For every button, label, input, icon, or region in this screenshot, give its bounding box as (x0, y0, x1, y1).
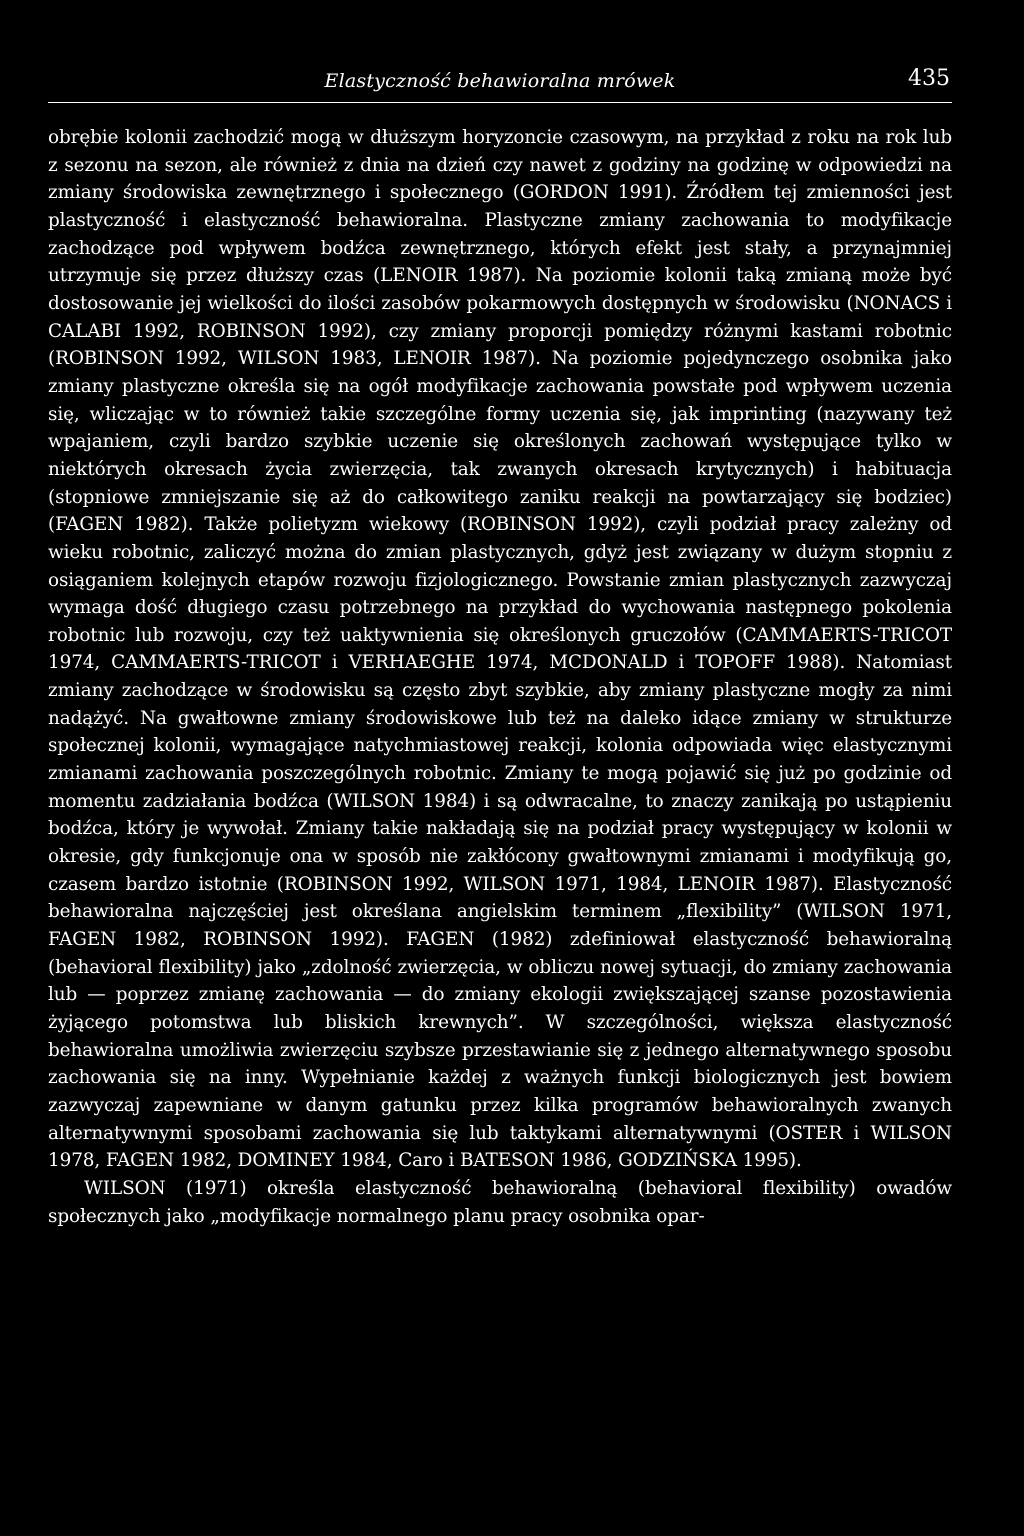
page-number: 435 (908, 66, 950, 91)
header-rule (48, 102, 952, 103)
page-header (48, 66, 952, 102)
paragraph-2: WILSON (1971) określa elastyczność behawioralną (behavioral flexibility) owadów społecznych jako „modyfikacje normalnego planu pracy osobnika opar- (48, 1177, 952, 1227)
body-text (48, 124, 952, 1230)
running-title: Elastyczność behawioralna mrówek (324, 70, 676, 92)
paragraph-1: obrębie kolonii zachodzić mogą w dłuższym horyzoncie czasowym, na przykład z roku na rok lub z sezonu na sezon, ale również z dnia na dzień czy nawet z godziny na godzinę w odpowiedzi na zmiany środowiska zewnętrznego i społecznego (GORDON 1991). Źródłem tej zmienności jest plastyczność i elastyczność behawioralna. Plastyczne zmiany zachowania to modyfikacje zachodzące pod wpływem bodźca zewnętrznego, których efekt jest stały, a przynajmniej utrzymuje się przez dłuższy czas (LENOIR 1987). Na poziomie kolonii taką zmianą może być dostosowanie jej wielkości do ilości zasobów pokarmowych dostępnych w środowisku (NONACS i CALABI 1992, ROBINSON 1992), czy zmiany proporcji pomiędzy różnymi kastami robotnic (ROBINSON 1992, WILSON 1983, LENOIR 1987). Na poziomie pojedynczego osobnika jako zmiany plastyczne określa się na ogół modyfikacje zachowania powstałe pod wpływem uczenia się, wliczając w to również takie szczególne formy uczenia się, jak imprinting (nazywany też wpajaniem, czyli bardzo szybkie uczenie się określonych zachowań występujące tylko w niektórych okresach życia zwierzęcia, tak zwanych okresach krytycznych) i habituacja (stopniowe zmniejszanie się aż do całkowitego zaniku reakcji na powtarzający się bodziec) (FAGEN 1982). Także polietyzm wiekowy (ROBINSON 1992), czyli podział pracy zależny od wieku robotnic, zaliczyć można do zmian plastycznych, gdyż jest związany w dużym stopniu z osiąganiem kolejnych etapów rozwoju fizjologicznego. Powstanie zmian plastycznych zazwyczaj wymaga dość długiego czasu potrzebnego na przykład do wychowania następnego pokolenia robotnic lub rozwoju, czy też uaktywnienia się określonych gruczołów (CAMMAERTS-TRICOT 1974, CAMMAERTS-TRICOT i VERHAEGHE 1974, MCDONALD i TOPOFF 1988). Natomiast zmiany zachodzące w środowisku są często zbyt szybkie, aby zmiany plastyczne mogły za nimi nadążyć. Na gwałtowne zmiany środowiskowe lub też na daleko idące zmiany w strukturze społecznej kolonii, wymagające natychmiastowej reakcji, kolonia odpowiada więc elastycznymi zmianami zachowania poszczególnych robotnic. Zmiany te mogą pojawić się już po godzinie od momentu zadziałania bodźca (WILSON 1984) i są odwracalne, to znaczy zanikają po ustąpieniu bodźca, który je wywołał. Zmiany takie nakładają się na podział pracy występujący w kolonii w okresie, gdy funkcjonuje ona w sposób nie zakłócony gwałtownymi zmianami i modyfikują go, czasem bardzo istotnie (ROBINSON 1992, WILSON 1971, 1984, LENOIR 1987). Elastyczność behawioralna najczęściej jest określana angielskim terminem „flexibility” (WILSON 1971, FAGEN 1982, ROBINSON 1992). FAGEN (1982) zdefiniował elastyczność behawioralną (behavioral flexibility) jako „zdolność zwierzęcia, w obliczu nowej sytuacji, do zmiany zachowania lub — poprzez zmianę zachowania — do zmiany ekologii zwiększającej szanse pozostawienia żyjącego potomstwa lub bliskich krewnych”. W szczególności, większa elastyczność behawioralna umożliwia zwierzęciu szybsze przestawianie się z jednego alternatywnego sposobu zachowania się na inny. Wypełnianie każdej z ważnych funkcji biologicznych jest bowiem zazwyczaj zapewniane w danym gatunku przez kilka programów behawioralnych zwanych alternatywnymi sposobami zachowania się lub taktykami alternatywnymi (OSTER i WILSON 1978, FAGEN 1982, DOMINEY 1984, Caro i BATESON 1986, GODZIŃSKA 1995). (48, 127, 952, 1172)
